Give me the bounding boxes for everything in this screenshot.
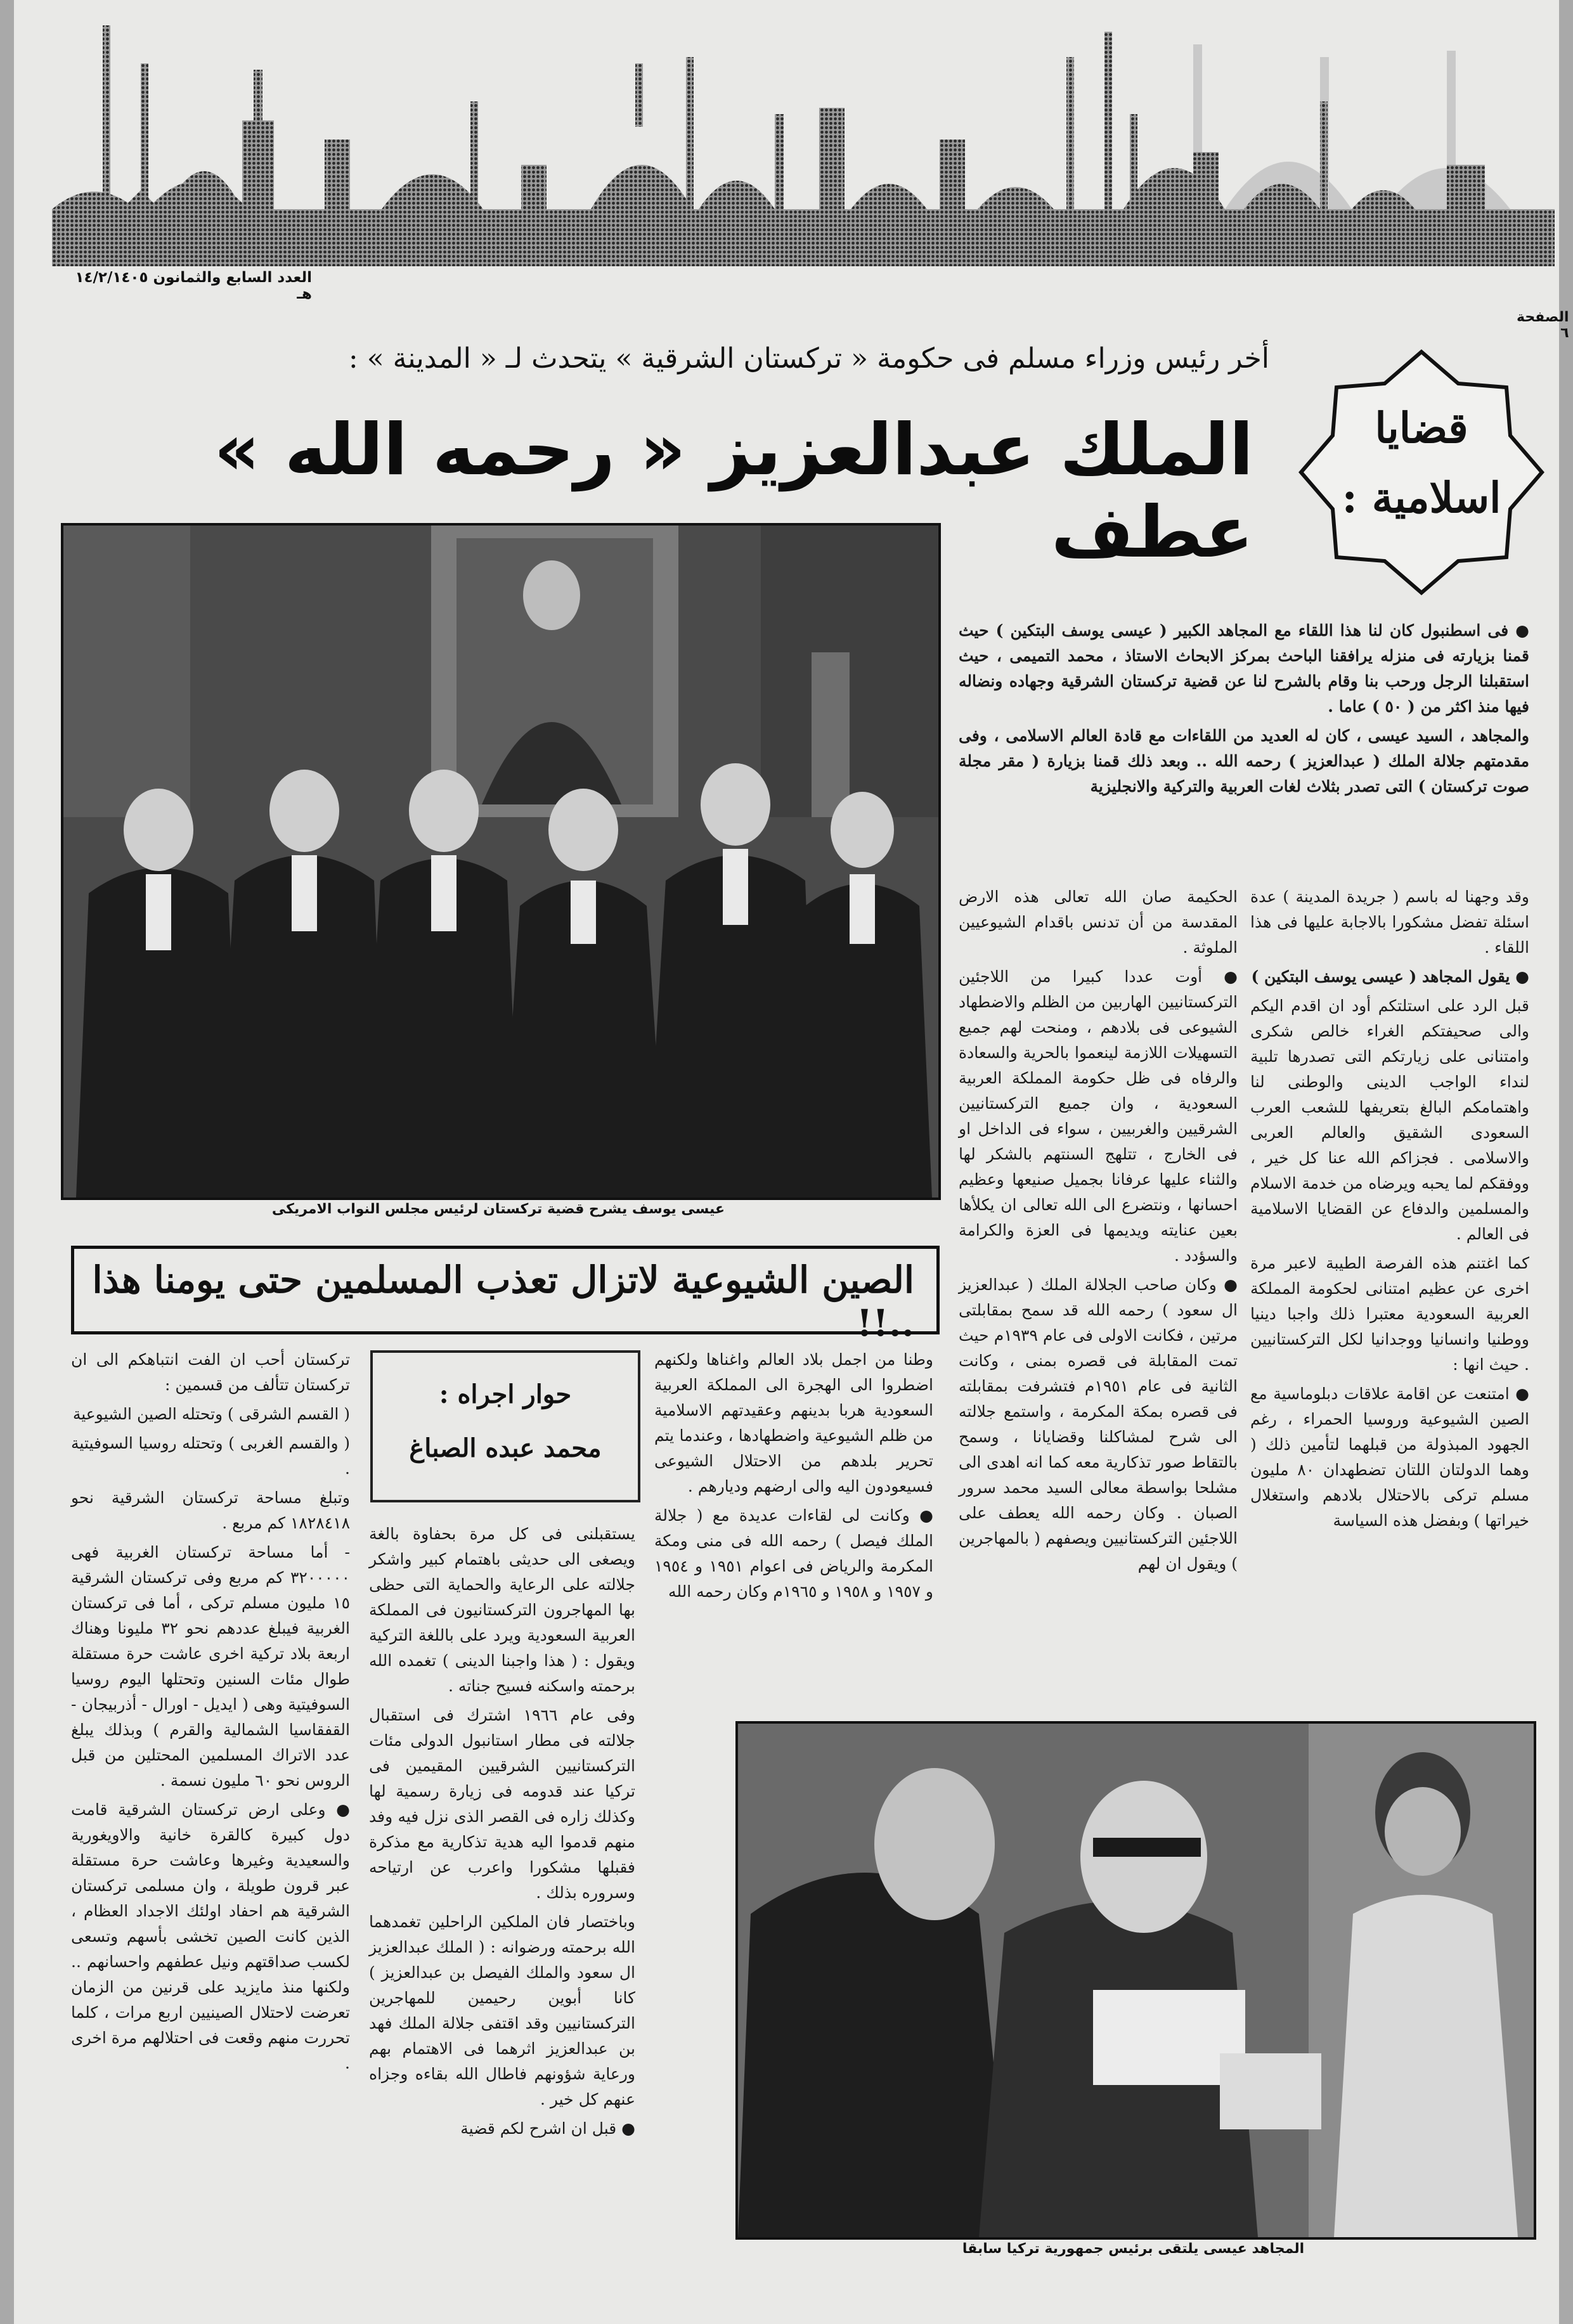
column-paragraph: الحكيمة صان الله تعالى هذه الارض المقدسة من أن تدنس باقدام الشيوعيين الملوثة . [959, 888, 1238, 957]
column-middle [959, 884, 1238, 1580]
intro-text [959, 618, 1529, 803]
top-photo-caption: عيسى يوسف يشرح قضية تركستان لرئيس مجلس النواب الامريكى [271, 1201, 725, 1217]
section-badge-line1: قضايا [1375, 403, 1468, 453]
column-paragraph: كما اغتنم هذه الفرصة الطيبة لاعبر مرة اخرى عن عظيم امتنانى لحكومة المملكة العربية السعودية معتبرا ذلك واجبا دينيا ووطنيا وانسانيا ووجدانيا لكل التركستانيين . حيث انها : [1250, 1254, 1529, 1374]
interview-label: حوار اجراه : [439, 1379, 572, 1409]
column-paragraph: ● يقول المجاهد ( عيسى يوسف البتكين ) [1251, 967, 1529, 986]
column-right [1250, 884, 1529, 1537]
mosque-skyline-masthead [52, 19, 1561, 285]
column-paragraph: وطنا من اجمل بلاد العالم واغناها ولكنهم اضطروا الى الهجرة الى المملكة العربية السعودية هربا بدينهم وعقيدتهم الاسلامية من ظلم الشيوعية واضطهادها ، وعندما يتم تحرير بلدهم من الاحتلال الشيوعى فسيعودون اليه والى ارضهم وديارهم . [654, 1350, 933, 1495]
bottom-photo-caption: المجاهد عيسى يلتقى برئيس جمهورية تركيا سابقا [962, 2241, 1305, 2257]
issue-date: العدد السابع والثمانون ١٤/٢/١٤٠٥ هـ [75, 269, 312, 302]
column-paragraph: تركستان أحب ان الفت انتباهكم الى ان تركستان تتألف من قسمين : [71, 1350, 350, 1394]
column-paragraph: ● أوت عددا كبيرا من اللاجئين التركستانيين الهاربين من الظلم والاضطهاد الشيوعى فى بلادهم ، ومنحت لهم جميع التسهيلات اللازمة لينعموا بالحرية والسعادة والرفاه فى ظل حكومة المملكة العربية السعودية ، وان جميع التركستانيين الشرقيين والغربيين ، سواء فى الداخل او فى الخارج ، تتلهج السنتهم بالشكر لها والثناء عليها عرفانا بجميل صنيعها وعظيم احسانها ، ونتضرع الى الله تعالى ان يكلأها بعين عنايته ويديمها فى العزة والكرامة والسؤدد . [959, 967, 1238, 1265]
column-paragraph: ● قبل ان اشرح لكم قضية [460, 2119, 635, 2138]
column-paragraph: ( القسم الشرقى ) وتحتله الصين الشيوعية [72, 1405, 350, 1423]
group-photo [61, 523, 941, 1200]
article-headline: الملك عبدالعزيز « رحمه الله » عطف [214, 409, 1253, 574]
column-paragraph: ( والقسم الغربى ) وتحتله روسيا السوفيتية . [71, 1434, 350, 1478]
intro-paragraph: والمجاهد ، السيد عيسى ، كان له العديد من اللقاءات مع قادة العالم الاسلامى ، وفى مقدمتهم جلالة الملك ( عبدالعزيز ) رحمه الله .. وبعد ذلك قمنا بزيارة ( مقر مجلة صوت تركستان ) التى تصدر بثلاث لغات العربية والتركية والانجليزية [959, 726, 1529, 796]
column-paragraph: ● امتنعت عن اقامة علاقات دبلوماسية مع الصين الشيوعية وروسيا الحمراء ، رغم الجهود المبذولة من قبلهما لتأمين ذلك ( وهما الدولتان اللتان تضطهدان ٨٠ مليون مسلم تركى بالاحتلال بلادهم واستغلال خيراتها ) وبفضل هذه السياسة [1250, 1385, 1529, 1530]
column-paragraph: وفى عام ١٩٦٦ اشترك فى استقبال جلالته فى مطار استانبول الدولى مئات التركستانيين الشرقيين المقيمين فى تركيا عند قدومه فى زيارة رسمية لها وكذلك زاره فى القصر الذى نزل فيه وفد منهم قدموا اليه هدية تذكارية مع مذكرة فقبلها مشكورا واعرب عن ارتياحه وسروره بذلك . [369, 1706, 635, 1902]
meeting-photo [735, 1721, 1536, 2240]
column-paragraph: - أما مساحة تركستان الغربية فهى ٣٢٠٠٠٠٠ كم مربع وفى تركستان الشرقية ١٥ مليون مسلم تركى ، أما فى تركستان الغربية فيبلغ عددهم نحو ٣٢ مليونا وهناك اربعة بلاد تركية اخرى عاشت حرة مستقلة طوال مئات السنين وتحتلها اليوم روسيا السوفيتية وهى ( ايديل - اورال - أذربيجان - القفقاسيا الشمالية والقرم ) وبذلك يبلغ عدد الاتراك المسلمين المحتلين من قبل الروس نحو ٦٠ مليون نسمة . [71, 1543, 350, 1790]
subheadline: الصين الشيوعية لاتزال تعذب المسلمين حتى يومنا هذا ..!! [92, 1258, 914, 1345]
column-paragraph: يستقبلنى فى كل مرة بحفاوة بالغة ويصغى الى حديثى باهتمام كبير واشكر جلالته على الرعاية والحماية التى حظى بها المهاجرون التركستانيون فى المملكة العربية السعودية ويرد على باللغة التركية ويقول : ( هذا واجبنا الدينى ) تغمده الله برحمته واسكنه فسيح جناته . [369, 1525, 635, 1695]
article-kicker: أخر رئيس وزراء مسلم فى حكومة « تركستان الشرقية » يتحدث لـ « المدينة » : [348, 342, 1269, 375]
section-badge-line2: اسلامية : [1342, 473, 1501, 522]
column-paragraph: وتبلغ مساحة تركستان الشرقية نحو ١٨٢٨٤١٨ كم مربع . [71, 1488, 350, 1532]
intro-paragraph: ● فى اسطنبول كان لنا هذا اللقاء مع المجاهد الكبير ( عيسى يوسف البتكين ) حيث قمنا بزيارته فى منزله يرافقنا الباحث بمركز الابحاث الاستاذ ، محمد التميمى ، حيث استقبلنا الرجل ورحب بنا وقام بالشرح لنا عن قضية تركستان الشرقية وجهاده ونضاله فيها منذ اكثر من ( ٥٠ ) عاما . [959, 621, 1529, 716]
section-badge [1333, 393, 1510, 533]
column-paragraph: ● وكانت لى لقاءات عديدة مع ( جلالة الملك فيصل ) رحمه الله فى منى ومكة المكرمة والرياض فى اعوام ١٩٥١ و ١٩٥٤ و ١٩٥٧ و ١٩٥٨ و ١٩٦٥م وكان رحمه الله [654, 1506, 934, 1601]
column-paragraph: وباختصار فان الملكين الراحلين تغمدهما الله برحمته ورضوانه : ( الملك عبدالعزيز ال سعود والملك الفيصل بن عبدالعزيز ) كانا أبوين رحيمين للمهاجرين التركستانيين وقد اقتفى جلالة الملك فهد بن عبدالعزيز اثرهما فى الاهتمام بهم ورعاية شؤونهم فاطال الله بقاءه وجزاه عنهم كل خير . [369, 1913, 635, 2108]
column-center-left [369, 1521, 635, 2145]
column-paragraph: قبل الرد على استلتكم أود ان اقدم اليكم والى صحيفتكم الغراء خالص شكرى وامتنانى على زيارتكم التى تصدرها تلبية لنداء الواجب الدينى والوطنى لنا واهتمامكم البالغ بتعريفها للشعب العرب السعودى الشقيق والعالم العربى والاسلامى . فجزاكم الله عنا كل خير ، ووفقكم لما يحبه ويرضاه من خدمة الاسلام والمسلمين والدفاع عن القضايا الاسلامية فى العالم . [1250, 997, 1529, 1243]
column-left [71, 1347, 350, 2080]
interview-credit-box [370, 1350, 640, 1502]
column-center-right [654, 1347, 933, 1608]
column-paragraph: وقد وجهنا له باسم ( جريدة المدينة ) عدة اسئلة تفضل مشكورا بالاجابة عليها فى هذا اللقاء . [1250, 888, 1529, 957]
page-number: الصفحة ٦ [1516, 309, 1569, 341]
column-paragraph: ● وعلى ارض تركستان الشرقية قامت دول كبيرة كالقرة خانية والاويغورية والسعيدية وغيرها وعاشت حرة مستقلة عبر قرون طويلة ، وان مسلمى تركستان الشرقية هم احفاد اولئك الاجداد العظام ، الذين كانت الصين تخشى بأسهم وتسعى لكسب صداقتهم ونيل عطفهم واحسانهم .. ولكنها منذ مايزيد على قرنين من الزمان تعرضت لاحتلال الصينيين اربع مرات ، كلما تحررت منهم وقعت فى احتلالهم مرة اخرى . [71, 1800, 350, 2072]
interviewer-name: محمد عبده الصباغ [409, 1433, 602, 1463]
newspaper-page [14, 0, 1569, 2324]
column-paragraph: ● وكان صاحب الجلالة الملك ( عبدالعزيز ال سعود ) رحمه الله قد سمح بمقابلتى مرتين ، فكانت الاولى فى عام ١٩٣٩م حيث تمت المقابلة فى قصره بمنى ، وكانت الثانية فى عام ١٩٥١م فتشرفت بمقابلته فى قصره بمكة المكرمة ، واستمع جلالته الى شرح لمشاكلنا وقضايانا ، وسمح بالتقاط صور تذكارية معه كما انه اهدى الى مشلحا بواسطة معالى السيد محمد سرور الصبان . وكان رحمه الله يعطف على اللاجئين التركستانيين ويصفهم ( بالمهاجرين ) ويقول ان لهم [959, 1275, 1238, 1573]
